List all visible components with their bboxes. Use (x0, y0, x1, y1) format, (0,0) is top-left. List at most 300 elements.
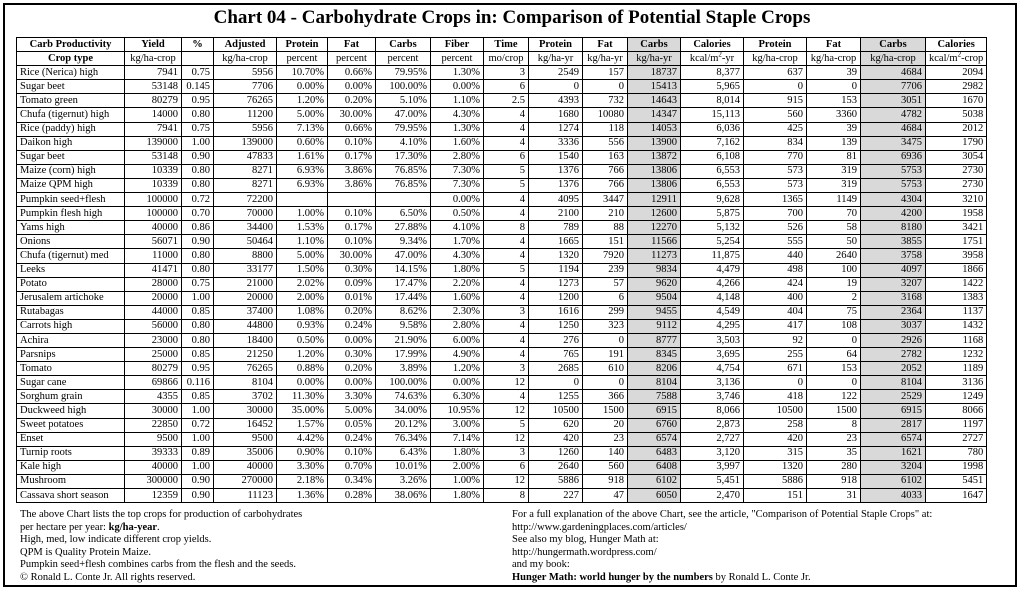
table-cell: 8206 (628, 362, 681, 376)
table-cell: 4304 (861, 193, 926, 207)
table-cell: 81 (807, 150, 861, 164)
table-cell: 6574 (628, 432, 681, 446)
column-unit: percent (431, 52, 484, 66)
table-cell: 23 (807, 432, 861, 446)
table-cell: 3054 (926, 150, 987, 164)
table-cell: 6.93% (277, 164, 328, 178)
table-cell: 1.00 (182, 432, 214, 446)
table-cell: 6.50% (376, 207, 431, 221)
book-author: by Ronald L. Conte Jr. (712, 571, 811, 583)
table-cell: 2.00% (431, 460, 484, 474)
table-cell: 2.30% (431, 305, 484, 319)
table-cell: 11123 (214, 489, 277, 503)
table-cell: 3.86% (328, 164, 376, 178)
table-cell: 1.60% (431, 136, 484, 150)
table-cell: 5,451 (681, 474, 744, 488)
table-cell: 57 (583, 277, 628, 291)
table-cell: 2730 (926, 178, 987, 192)
table-cell: 13806 (628, 178, 681, 192)
table-cell: 122 (807, 390, 861, 404)
table-cell: 2.80% (431, 319, 484, 333)
table-cell: 4 (484, 136, 529, 150)
table-cell: 3360 (807, 108, 861, 122)
table-cell: 14000 (125, 108, 182, 122)
table-cell: 3855 (861, 235, 926, 249)
table-cell: 498 (744, 263, 807, 277)
column-header: Fiber (431, 38, 484, 52)
table-cell: 2.5 (484, 94, 529, 108)
crop-name-cell: Leeks (17, 263, 125, 277)
table-cell: 4 (484, 207, 529, 221)
table-cell: 157 (583, 66, 628, 80)
table-cell: 21.90% (376, 333, 431, 347)
table-cell: 0.10% (328, 446, 376, 460)
table-cell: 4,295 (681, 319, 744, 333)
table-cell: 140 (583, 446, 628, 460)
table-cell: 5753 (861, 178, 926, 192)
table-cell: 366 (583, 390, 628, 404)
table-cell: 23 (583, 432, 628, 446)
table-cell: 9834 (628, 263, 681, 277)
note-line: High, med, low indicate different crop yields. (20, 534, 212, 546)
table-cell: 9.58% (376, 319, 431, 333)
table-cell: 400 (744, 291, 807, 305)
table-cell: 18737 (628, 66, 681, 80)
table-cell: 21250 (214, 348, 277, 362)
table-cell: 6 (484, 150, 529, 164)
table-cell: 3336 (529, 136, 583, 150)
crop-name-cell: Rutabagas (17, 305, 125, 319)
table-cell: 1.20% (277, 94, 328, 108)
table-cell: 4,148 (681, 291, 744, 305)
table-cell: 4 (484, 277, 529, 291)
table-cell: 8345 (628, 348, 681, 362)
table-cell: 16452 (214, 418, 277, 432)
table-cell: 14347 (628, 108, 681, 122)
table-cell: 2.00% (277, 291, 328, 305)
table-cell: 9455 (628, 305, 681, 319)
table-cell: 4.30% (431, 108, 484, 122)
table-cell: 5,875 (681, 207, 744, 221)
table-cell: 0.50% (431, 207, 484, 221)
table-cell: 100.00% (376, 376, 431, 390)
note-line: See also my blog, Hunger Math at: (512, 534, 659, 546)
column-unit: kg/ha-crop (214, 52, 277, 66)
table-cell: 76.34% (376, 432, 431, 446)
note-line: QPM is Quality Protein Maize. (20, 546, 151, 558)
table-cell: 0.10% (328, 207, 376, 221)
table-cell: 12359 (125, 489, 182, 503)
crop-name-cell: Sugar beet (17, 150, 125, 164)
table-cell: 12270 (628, 221, 681, 235)
crop-name-cell: Mushroom (17, 474, 125, 488)
table-cell: 0.34% (328, 474, 376, 488)
table-cell: 4,549 (681, 305, 744, 319)
table-cell: 4,266 (681, 277, 744, 291)
table-cell: 39 (807, 66, 861, 80)
table-cell: 1647 (926, 489, 987, 503)
table-cell: 1616 (529, 305, 583, 319)
table-cell: 11566 (628, 235, 681, 249)
crop-name-cell: Maize (corn) high (17, 164, 125, 178)
crop-name-cell: Pumpkin seed+flesh (17, 193, 125, 207)
table-cell: 2.02% (277, 277, 328, 291)
table-cell: 637 (744, 66, 807, 80)
table-cell: 555 (744, 235, 807, 249)
table-cell: 1194 (529, 263, 583, 277)
table-cell: 1.00% (431, 474, 484, 488)
table-row (17, 277, 987, 291)
column-header: Protein (744, 38, 807, 52)
table-cell: 1274 (529, 122, 583, 136)
table-cell: 556 (583, 136, 628, 150)
table-cell: 3.00% (431, 418, 484, 432)
table-row (17, 474, 987, 488)
column-unit: percent (376, 52, 431, 66)
table-cell: 6915 (628, 404, 681, 418)
table-cell: 4684 (861, 122, 926, 136)
table-cell (328, 193, 376, 207)
table-row (17, 122, 987, 136)
table-cell: 30.00% (328, 108, 376, 122)
table-cell: 1.36% (277, 489, 328, 503)
table-cell: 2727 (926, 432, 987, 446)
table-cell: 0.80 (182, 333, 214, 347)
table-cell: 2364 (861, 305, 926, 319)
table-cell: 153 (807, 362, 861, 376)
table-cell: 3136 (926, 376, 987, 390)
table-cell: 75 (807, 305, 861, 319)
table-cell: 526 (744, 221, 807, 235)
table-cell: 6,036 (681, 122, 744, 136)
table-cell: 1365 (744, 193, 807, 207)
table-cell: 7588 (628, 390, 681, 404)
table-cell: 76.85% (376, 164, 431, 178)
table-row (17, 235, 987, 249)
table-cell: 5 (484, 263, 529, 277)
table-cell: 92 (744, 333, 807, 347)
table-cell: 8800 (214, 249, 277, 263)
table-cell: 1.10% (277, 235, 328, 249)
table-cell: 0 (529, 376, 583, 390)
table-cell: 1383 (926, 291, 987, 305)
table-cell: 28000 (125, 277, 182, 291)
column-header: Calories (681, 38, 744, 52)
crop-name-cell: Tomato green (17, 94, 125, 108)
table-cell: 0.85 (182, 348, 214, 362)
notes-left (20, 509, 490, 585)
note-text: per hectare per year: (20, 521, 109, 533)
table-cell: 34.00% (376, 404, 431, 418)
table-cell: 151 (744, 489, 807, 503)
table-cell: 573 (744, 164, 807, 178)
table-cell: 9620 (628, 277, 681, 291)
table-cell: 1.70% (431, 235, 484, 249)
table-row (17, 164, 987, 178)
table-row (17, 362, 987, 376)
table-cell: 227 (529, 489, 583, 503)
table-cell: 25000 (125, 348, 182, 362)
table-cell: 6102 (628, 474, 681, 488)
table-cell: 50 (807, 235, 861, 249)
blog-link[interactable]: http://hungermath.wordpress.com/ (512, 546, 657, 558)
note-line: The above Chart lists the top crops for production of carbohydrates (20, 509, 303, 520)
table-cell: 0.17% (328, 150, 376, 164)
table-cell: 3 (484, 66, 529, 80)
table-cell: 56071 (125, 235, 182, 249)
table-cell: 5.00% (277, 108, 328, 122)
table-cell: 2549 (529, 66, 583, 80)
table-cell: 10500 (529, 404, 583, 418)
table-cell: 6 (484, 460, 529, 474)
table-cell: 12 (484, 432, 529, 446)
table-cell: 0.50% (277, 333, 328, 347)
table-cell: 1200 (529, 291, 583, 305)
table-row (17, 291, 987, 305)
table-row (17, 193, 987, 207)
column-unit: kg/ha-crop (861, 52, 926, 66)
table-cell: 9.34% (376, 235, 431, 249)
table-cell: 0.85 (182, 390, 214, 404)
table-cell: 1958 (926, 207, 987, 221)
table-cell: 1540 (529, 150, 583, 164)
table-cell: 276 (529, 333, 583, 347)
table-cell: 766 (583, 164, 628, 178)
table-cell: 0.90 (182, 474, 214, 488)
table-row (17, 348, 987, 362)
column-header: Fat (583, 38, 628, 52)
table-cell: 3051 (861, 94, 926, 108)
table-cell: 6915 (861, 404, 926, 418)
crop-name-cell: Jerusalem artichoke (17, 291, 125, 305)
chart-title: Chart 04 - Carbohydrate Crops in: Comparison of Potential Staple Crops (213, 7, 811, 28)
table-cell: 19 (807, 277, 861, 291)
table-cell: 4 (484, 390, 529, 404)
table-cell: 3.26% (376, 474, 431, 488)
table-cell: 79.95% (376, 66, 431, 80)
table-cell: 0.20% (328, 305, 376, 319)
table-cell: 1168 (926, 333, 987, 347)
table-cell: 100000 (125, 207, 182, 221)
table-cell: 0 (807, 376, 861, 390)
table-cell: 0.93% (277, 319, 328, 333)
table-cell: 11.30% (277, 390, 328, 404)
table-cell: 58 (807, 221, 861, 235)
table-cell: 74.63% (376, 390, 431, 404)
table-cell: 100000 (125, 193, 182, 207)
crop-name-cell: Daikon high (17, 136, 125, 150)
column-header: Adjusted (214, 38, 277, 52)
table-cell: 8271 (214, 164, 277, 178)
table-cell: 270000 (214, 474, 277, 488)
table-cell: 2 (807, 291, 861, 305)
table-cell: 0.20% (328, 94, 376, 108)
table-cell: 2640 (807, 249, 861, 263)
table-cell: 30000 (214, 404, 277, 418)
table-cell: 1422 (926, 277, 987, 291)
table-cell: 2640 (529, 460, 583, 474)
table-cell: 2685 (529, 362, 583, 376)
crop-name-cell: Chufa (tigernut) med (17, 249, 125, 263)
table-cell: 11273 (628, 249, 681, 263)
table-cell: 10080 (583, 108, 628, 122)
article-link[interactable]: http://www.gardeningplaces.com/articles/ (512, 521, 687, 533)
table-cell: 4 (484, 333, 529, 347)
table-cell: 0 (583, 376, 628, 390)
table-cell: 9500 (214, 432, 277, 446)
table-cell: 3,695 (681, 348, 744, 362)
table-cell: 5 (484, 164, 529, 178)
table-cell: 8,377 (681, 66, 744, 80)
table-cell: 0.95 (182, 94, 214, 108)
table-cell: 3 (484, 446, 529, 460)
crop-name-cell: Parsnips (17, 348, 125, 362)
table-cell: 0.80 (182, 249, 214, 263)
table-cell: 5038 (926, 108, 987, 122)
table-cell: 0.90 (182, 489, 214, 503)
table-cell: 8.62% (376, 305, 431, 319)
table-cell: 1.00 (182, 404, 214, 418)
table-cell: 6.00% (431, 333, 484, 347)
table-cell: 0.88% (277, 362, 328, 376)
table-cell: 1250 (529, 319, 583, 333)
table-cell: 915 (744, 94, 807, 108)
crop-name-cell: Kale high (17, 460, 125, 474)
table-cell: 0.30% (328, 263, 376, 277)
table-cell: 323 (583, 319, 628, 333)
table-row (17, 108, 987, 122)
table-cell: 319 (807, 178, 861, 192)
table-cell: 3,136 (681, 376, 744, 390)
table-cell: 8180 (861, 221, 926, 235)
table-cell: 10339 (125, 164, 182, 178)
table-cell: 151 (583, 235, 628, 249)
table-cell: 15413 (628, 80, 681, 94)
table-cell: 2,873 (681, 418, 744, 432)
table-cell: 420 (744, 432, 807, 446)
table-cell: 918 (583, 474, 628, 488)
table-cell: 1137 (926, 305, 987, 319)
table-cell: 9500 (125, 432, 182, 446)
table-cell: 3.86% (328, 178, 376, 192)
table-cell: 12 (484, 376, 529, 390)
column-unit: mo/crop (484, 52, 529, 66)
note-line: For a full explanation of the above Chart, see the article, "Comparison of Potential Staple Crops" at: (512, 509, 933, 520)
table-cell: 2730 (926, 164, 987, 178)
table-cell: 770 (744, 150, 807, 164)
table-cell: 14643 (628, 94, 681, 108)
table-cell: 38.06% (376, 489, 431, 503)
table-cell: 0.66% (328, 122, 376, 136)
table-cell: 5956 (214, 66, 277, 80)
crop-table (16, 37, 987, 503)
table-cell: 1.20% (277, 348, 328, 362)
table-cell: 1197 (926, 418, 987, 432)
table-cell: 6,108 (681, 150, 744, 164)
table-cell: 425 (744, 122, 807, 136)
table-cell: 22850 (125, 418, 182, 432)
table-cell: 6.43% (376, 446, 431, 460)
table-cell: 76.85% (376, 178, 431, 192)
crop-name-cell: Rice (paddy) high (17, 122, 125, 136)
table-row (17, 460, 987, 474)
table-cell: 0.90 (182, 235, 214, 249)
table-cell: 6050 (628, 489, 681, 503)
table-cell: 11000 (125, 249, 182, 263)
note-unit: kg/ha-year (108, 521, 158, 533)
table-cell: 1.20% (431, 362, 484, 376)
table-cell: 6102 (861, 474, 926, 488)
table-row (17, 418, 987, 432)
table-cell: 10.70% (277, 66, 328, 80)
table-cell: 9112 (628, 319, 681, 333)
table-cell: 1260 (529, 446, 583, 460)
table-cell: 4 (484, 108, 529, 122)
column-header: Calories (926, 38, 987, 52)
column-unit: kg/ha-yr (529, 52, 583, 66)
table-cell: 15,113 (681, 108, 744, 122)
column-unit: kcal/$m^2-yr$ (681, 52, 744, 66)
table-cell: 3758 (861, 249, 926, 263)
table-cell: 4 (484, 235, 529, 249)
table-cell: 4782 (861, 108, 926, 122)
table-cell: 3210 (926, 193, 987, 207)
column-header: Protein (529, 38, 583, 52)
crop-name-cell: Sugar cane (17, 376, 125, 390)
table-cell: 4200 (861, 207, 926, 221)
table-cell: 12600 (628, 207, 681, 221)
table-cell: 2782 (861, 348, 926, 362)
table-cell: 0.145 (182, 80, 214, 94)
table-cell: 11,875 (681, 249, 744, 263)
table-cell: 0.70% (328, 460, 376, 474)
table-cell: 79.95% (376, 122, 431, 136)
table-cell: 4.10% (376, 136, 431, 150)
table-cell: 610 (583, 362, 628, 376)
table-cell: 0.90% (277, 446, 328, 460)
table-cell: 2052 (861, 362, 926, 376)
table-cell: 1.30% (431, 66, 484, 80)
table-cell: 620 (529, 418, 583, 432)
table-cell: 6483 (628, 446, 681, 460)
table-cell: 0.72 (182, 418, 214, 432)
table-cell: 10.95% (431, 404, 484, 418)
table-cell: 671 (744, 362, 807, 376)
table-cell: 13900 (628, 136, 681, 150)
table-cell: 1232 (926, 348, 987, 362)
table-cell: 8104 (861, 376, 926, 390)
table-row (17, 446, 987, 460)
table-cell: 18400 (214, 333, 277, 347)
table-row (17, 404, 987, 418)
table-cell: 1.60% (431, 291, 484, 305)
table-cell: 4 (484, 193, 529, 207)
column-header: Time (484, 38, 529, 52)
table-cell: 560 (744, 108, 807, 122)
table-cell: 0.00% (431, 80, 484, 94)
table-cell: 37400 (214, 305, 277, 319)
table-row (17, 94, 987, 108)
table-cell: 163 (583, 150, 628, 164)
table-cell: 0 (807, 80, 861, 94)
table-cell: 13872 (628, 150, 681, 164)
table-cell: 5 (484, 178, 529, 192)
table-cell: 0.89 (182, 446, 214, 460)
table-cell: 50464 (214, 235, 277, 249)
crop-name-cell: Chufa (tigernut) high (17, 108, 125, 122)
table-cell: 2012 (926, 122, 987, 136)
table-cell: 1.08% (277, 305, 328, 319)
